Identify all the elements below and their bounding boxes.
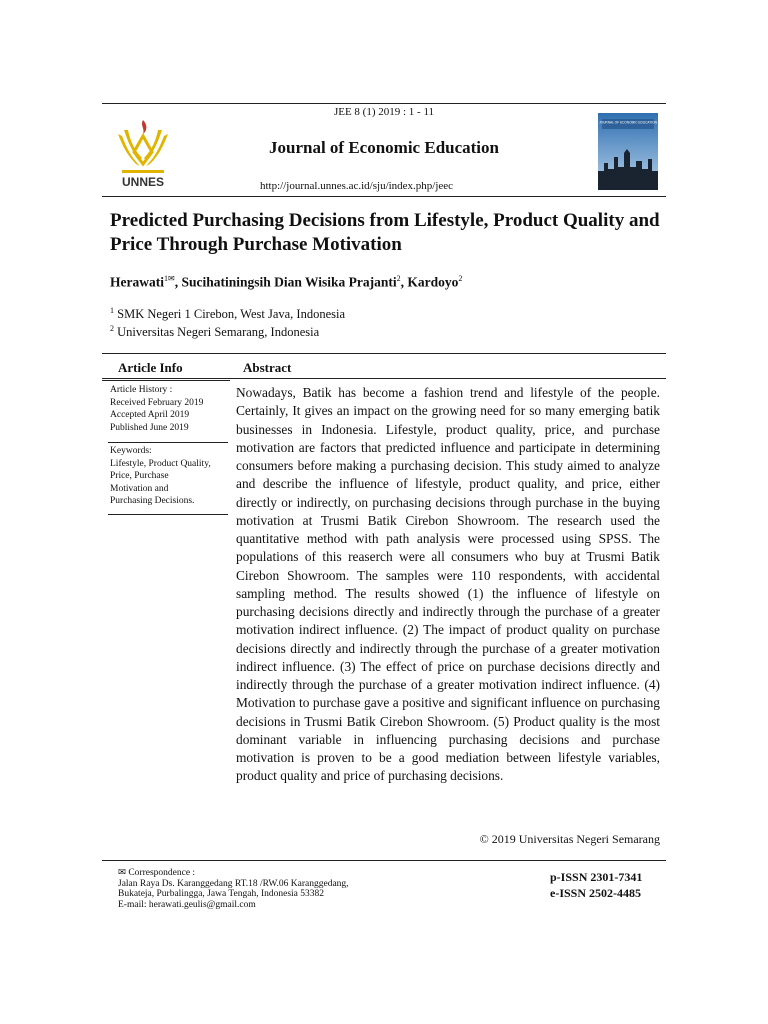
keyword-line: Lifestyle, Product Quality, (110, 458, 211, 469)
issn-block (550, 869, 642, 901)
keyword-line: Price, Purchase (110, 471, 169, 481)
correspondence-label: ✉ Correspondence : (118, 868, 196, 878)
affiliation-text: Universitas Negeri Semarang, Indonesia (117, 325, 320, 340)
journal-reference: JEE 8 (1) 2019 : 1 - 11 (333, 106, 435, 118)
author-marker: 2 (458, 274, 463, 283)
footer-rule (102, 860, 666, 861)
email-line[interactable]: E-mail: herawati.geulis@gmail.com (118, 899, 256, 910)
article-history (110, 384, 228, 434)
history-rule (108, 442, 228, 443)
keywords-rule (108, 514, 228, 515)
keywords-block (110, 445, 228, 508)
section-top-rule (102, 353, 666, 354)
journal-cover-image (598, 113, 658, 190)
author-name: Kardoyo (407, 274, 459, 290)
affiliation (110, 306, 345, 322)
affiliation-number: 1 (110, 306, 114, 315)
history-label: Article History : (110, 385, 173, 395)
accepted-date: Accepted April 2019 (110, 410, 190, 420)
author-separator: , (400, 274, 408, 290)
journal-title: Journal of Economic Education (269, 138, 499, 157)
affiliation-text: SMK Negeri 1 Cirebon, West Java, Indonesia (117, 307, 346, 322)
affiliation-number: 2 (110, 324, 114, 333)
published-date: Published June 2019 (110, 422, 189, 433)
copyright-notice: © 2019 Universitas Negeri Semarang (479, 832, 660, 846)
author-name: Herawati (110, 274, 164, 290)
author-marker: 2 (396, 274, 401, 283)
affiliation (110, 324, 319, 340)
author-list (110, 274, 462, 291)
author-marker: 1✉ (163, 274, 175, 283)
keyword-line: Purchasing Decisions. (110, 496, 195, 506)
print-issn: p-ISSN 2301-7341 (550, 870, 643, 884)
online-issn: e-ISSN 2502-4485 (550, 886, 642, 900)
svg-text:JOURNAL OF ECONOMIC EDUCATION: JOURNAL OF ECONOMIC EDUCATION (599, 120, 657, 125)
address-line: Bukateja, Purbalingga, Jawa Tengah, Indonesia 53382 (118, 889, 324, 899)
section-header-rule (102, 378, 666, 379)
left-column-rule (102, 380, 230, 381)
author-separator: , (174, 274, 182, 290)
author-name: Sucihatiningsih Dian Wisika Prajanti (181, 274, 397, 290)
received-date: Received February 2019 (110, 397, 204, 408)
abstract-body: Nowadays, Batik has become a fashion trend and lifestyle of the people. Certainly, It gives an impact on the growing need for so many emerging batik businesses in Indonesia. Lifestyle, product quality, price, and purchase motivation are factors that predicted influence and participate in determining consumers before making a purchasing decision. This study aimed to analyze and describe the influence of lifestyle, product quality, and price, either directly or indirectly, on purchasing decisions through purchase in the buying motivation at Trusmi Batik Cirebon Showroom. The research used the quantitative method with path analysis were processed using SPSS. The populations of this reaserch were all consumers who buy at Trusmi Batik Cirebon Showroom. The samples were 110 respondents, with accidental sampling method. The results showed (1) the influence of lifestyle on purchasing decisions directly and indirectly through the purchase of a greater motivation indirect influence. (2) The impact of product quality on purchase decisions directly and indirectly through the purchase of a greater motivation indirect influence. (3) The effect of price on purchase decisions directly and indirectly through the purchase of a greater motivation indirect influence. (4) Motivation to purchase gave a positive and significant influence on purchasing decisions in Trusmi Batik Cirebon Showroom. (5) Product quality is the most dominant variable in influencing purchasing decisions and purchase motivation is proven to be a good mediation between lifestyle variables, product quality and price of purchasing decisions. (236, 385, 660, 784)
paper-title: Predicted Purchasing Decisions from Lifestyle, Product Quality and Price Through Purchase Motivation (110, 210, 660, 255)
article-info-heading: Article Info (118, 360, 183, 375)
abstract-heading: Abstract (243, 360, 292, 375)
address-line: Jalan Raya Ds. Karanggedang RT.18 /RW.06 Karanggedang, (118, 878, 349, 889)
keyword-line: Motivation and (110, 483, 169, 494)
svg-text:UNNES: UNNES (121, 175, 165, 189)
header-bottom-rule (102, 196, 666, 197)
journal-url[interactable]: http://journal.unnes.ac.id/sju/index.php/jeec (260, 180, 454, 192)
keywords-label: Keywords: (110, 446, 152, 456)
correspondence-block (118, 868, 418, 910)
header-top-rule (102, 103, 666, 104)
